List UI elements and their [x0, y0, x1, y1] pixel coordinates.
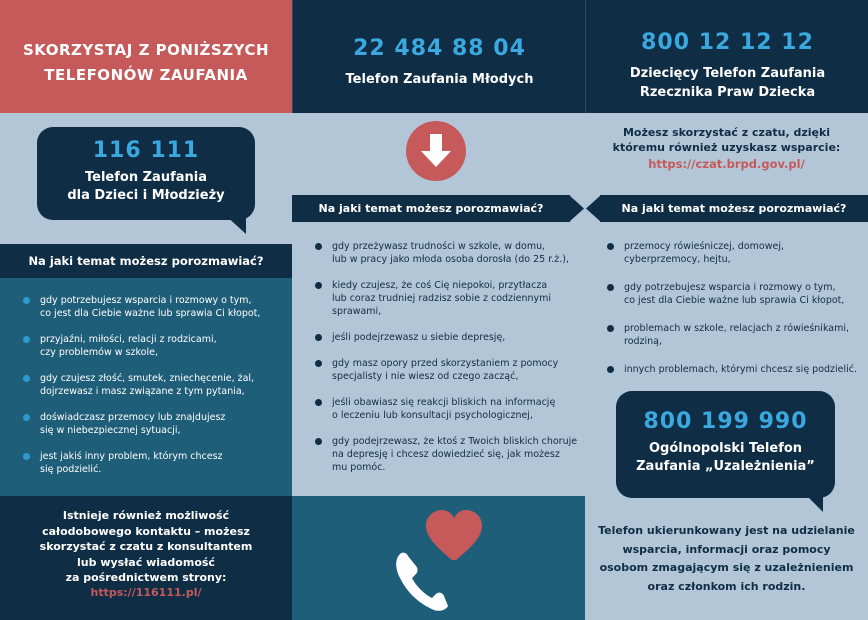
- bullet-icon: [23, 414, 30, 421]
- left-question-bar: [0, 244, 292, 278]
- list-item: jeśli podejrzewasz u siebie depresję,: [314, 331, 582, 344]
- middle-footer: [292, 496, 585, 620]
- right-bubble-number: 800 199 990: [643, 409, 808, 434]
- bullet-icon: [23, 336, 30, 343]
- bullet-icon: [315, 282, 322, 289]
- phone-heart-icon: [390, 508, 490, 614]
- list-item: doświadczasz przemocy lub znajdujesz się w niebezpiecznej sytuacji,: [22, 411, 290, 437]
- down-arrow-icon: [405, 120, 467, 182]
- list-item: gdy czujesz złość, smutek, zniechęcenie, żal, dojrzewasz i masz związane z tym pytania,: [22, 372, 290, 398]
- right-chat-text: Możesz skorzystać z czatu, dzięki któremu również uzyskasz wsparcie:: [612, 126, 841, 154]
- list-item: przemocy rówieśniczej, domowej, cyberprzemocy, hejtu,: [606, 240, 866, 266]
- left-footer-link[interactable]: https://116111.pl/: [90, 586, 202, 599]
- right-header: [585, 0, 868, 113]
- right-phone-name: Dziecięcy Telefon Zaufania Rzecznika Praw Dziecka: [629, 66, 826, 100]
- bullet-icon: [315, 360, 322, 367]
- right-question: Na jaki temat możesz porozmawiać?: [621, 202, 847, 215]
- left-footer-text: Istnieje również możliwość całodobowego kontaktu – możesz skorzystać z czatu z konsultantem lub wysłać wiadomość za pośrednictwem strony:: [39, 509, 253, 584]
- left-topic-list: [22, 294, 290, 489]
- left-bubble-tail: [224, 214, 248, 236]
- list-item: kiedy czujesz, że coś Cię niepokoi, przytłacza lub coraz trudniej radzisz sobie z codziennymi sprawami,: [314, 279, 582, 318]
- bullet-icon: [607, 243, 614, 250]
- right-chat-link[interactable]: https://czat.brpd.gov.pl/: [648, 157, 805, 171]
- right-bubble-tail: [801, 490, 825, 514]
- bullet-icon: [607, 325, 614, 332]
- left-header: [0, 0, 292, 113]
- left-header-title: SKORZYSTAJ Z PONIŻSZYCH TELEFONÓW ZAUFANIA: [23, 41, 269, 84]
- list-item: problemach w szkole, relacjach z rówieśnikami, rodziną,: [606, 322, 866, 348]
- left-phone-number: 116 111: [92, 138, 200, 163]
- middle-topic-list: [314, 240, 582, 487]
- list-item: gdy przeżywasz trudności w szkole, w domu, lub w pracy jako młoda osoba dorosła (do 25 r.ż.),: [314, 240, 582, 266]
- middle-phone-number: 22 484 88 04: [353, 36, 526, 61]
- bullet-icon: [607, 284, 614, 291]
- list-item: jeśli obawiasz się reakcji bliskich na informację o leczeniu lub konsultacji psychologicznej,: [314, 396, 582, 422]
- right-phone-number: 800 12 12 12: [641, 30, 814, 55]
- list-item: gdy podejrzewasz, że ktoś z Twoich bliskich choruje na depresję i chcesz dowiedzieć się, jak możesz mu pomóc.: [314, 435, 582, 474]
- left-question: Na jaki temat możesz porozmawiać?: [28, 254, 264, 268]
- left-list-area: [0, 278, 292, 496]
- left-phone-name: Telefon Zaufania dla Dzieci i Młodzieży: [67, 170, 225, 203]
- bullet-icon: [315, 243, 322, 250]
- right-question-bar: [600, 195, 868, 222]
- middle-question: Na jaki temat możesz porozmawiać?: [318, 202, 544, 215]
- middle-bar-arrow: [569, 195, 585, 222]
- right-footer-text: Telefon ukierunkowany jest na udzielanie wsparcia, informacji oraz pomocy osobom zmagającym się z uzależnieniem oraz członkom ich rodzin.: [598, 524, 855, 593]
- middle-phone-name: Telefon Zaufania Młodych: [345, 72, 534, 87]
- right-bar-arrow: [586, 195, 601, 222]
- right-bubble-name: Ogólnopolski Telefon Zaufania „Uzależnienia”: [636, 441, 815, 474]
- list-item: gdy potrzebujesz wsparcia i rozmowy o tym, co jest dla Ciebie ważne lub sprawia Ci kłopot,: [606, 281, 866, 307]
- bullet-icon: [315, 438, 322, 445]
- left-footer: [0, 496, 292, 620]
- list-item: gdy potrzebujesz wsparcia i rozmowy o tym, co jest dla Ciebie ważne lub sprawia Ci kłopot,: [22, 294, 290, 320]
- bullet-icon: [23, 297, 30, 304]
- bullet-icon: [315, 334, 322, 341]
- middle-question-bar: [292, 195, 570, 222]
- middle-header: [292, 0, 585, 113]
- right-phone-bubble: [616, 391, 835, 498]
- list-item: innych problemach, którymi chcesz się podzielić.: [606, 363, 866, 376]
- list-item: przyjaźni, miłości, relacji z rodzicami, czy problemów w szkole,: [22, 333, 290, 359]
- right-topic-list: [606, 240, 866, 391]
- bullet-icon: [315, 399, 322, 406]
- bullet-icon: [23, 375, 30, 382]
- bullet-icon: [23, 453, 30, 460]
- list-item: gdy masz opory przed skorzystaniem z pomocy specjalisty i nie wiesz od czego zacząć,: [314, 357, 582, 383]
- left-phone-bubble: [37, 127, 255, 220]
- list-item: jest jakiś inny problem, którym chcesz się podzielić.: [22, 450, 290, 476]
- bullet-icon: [607, 366, 614, 373]
